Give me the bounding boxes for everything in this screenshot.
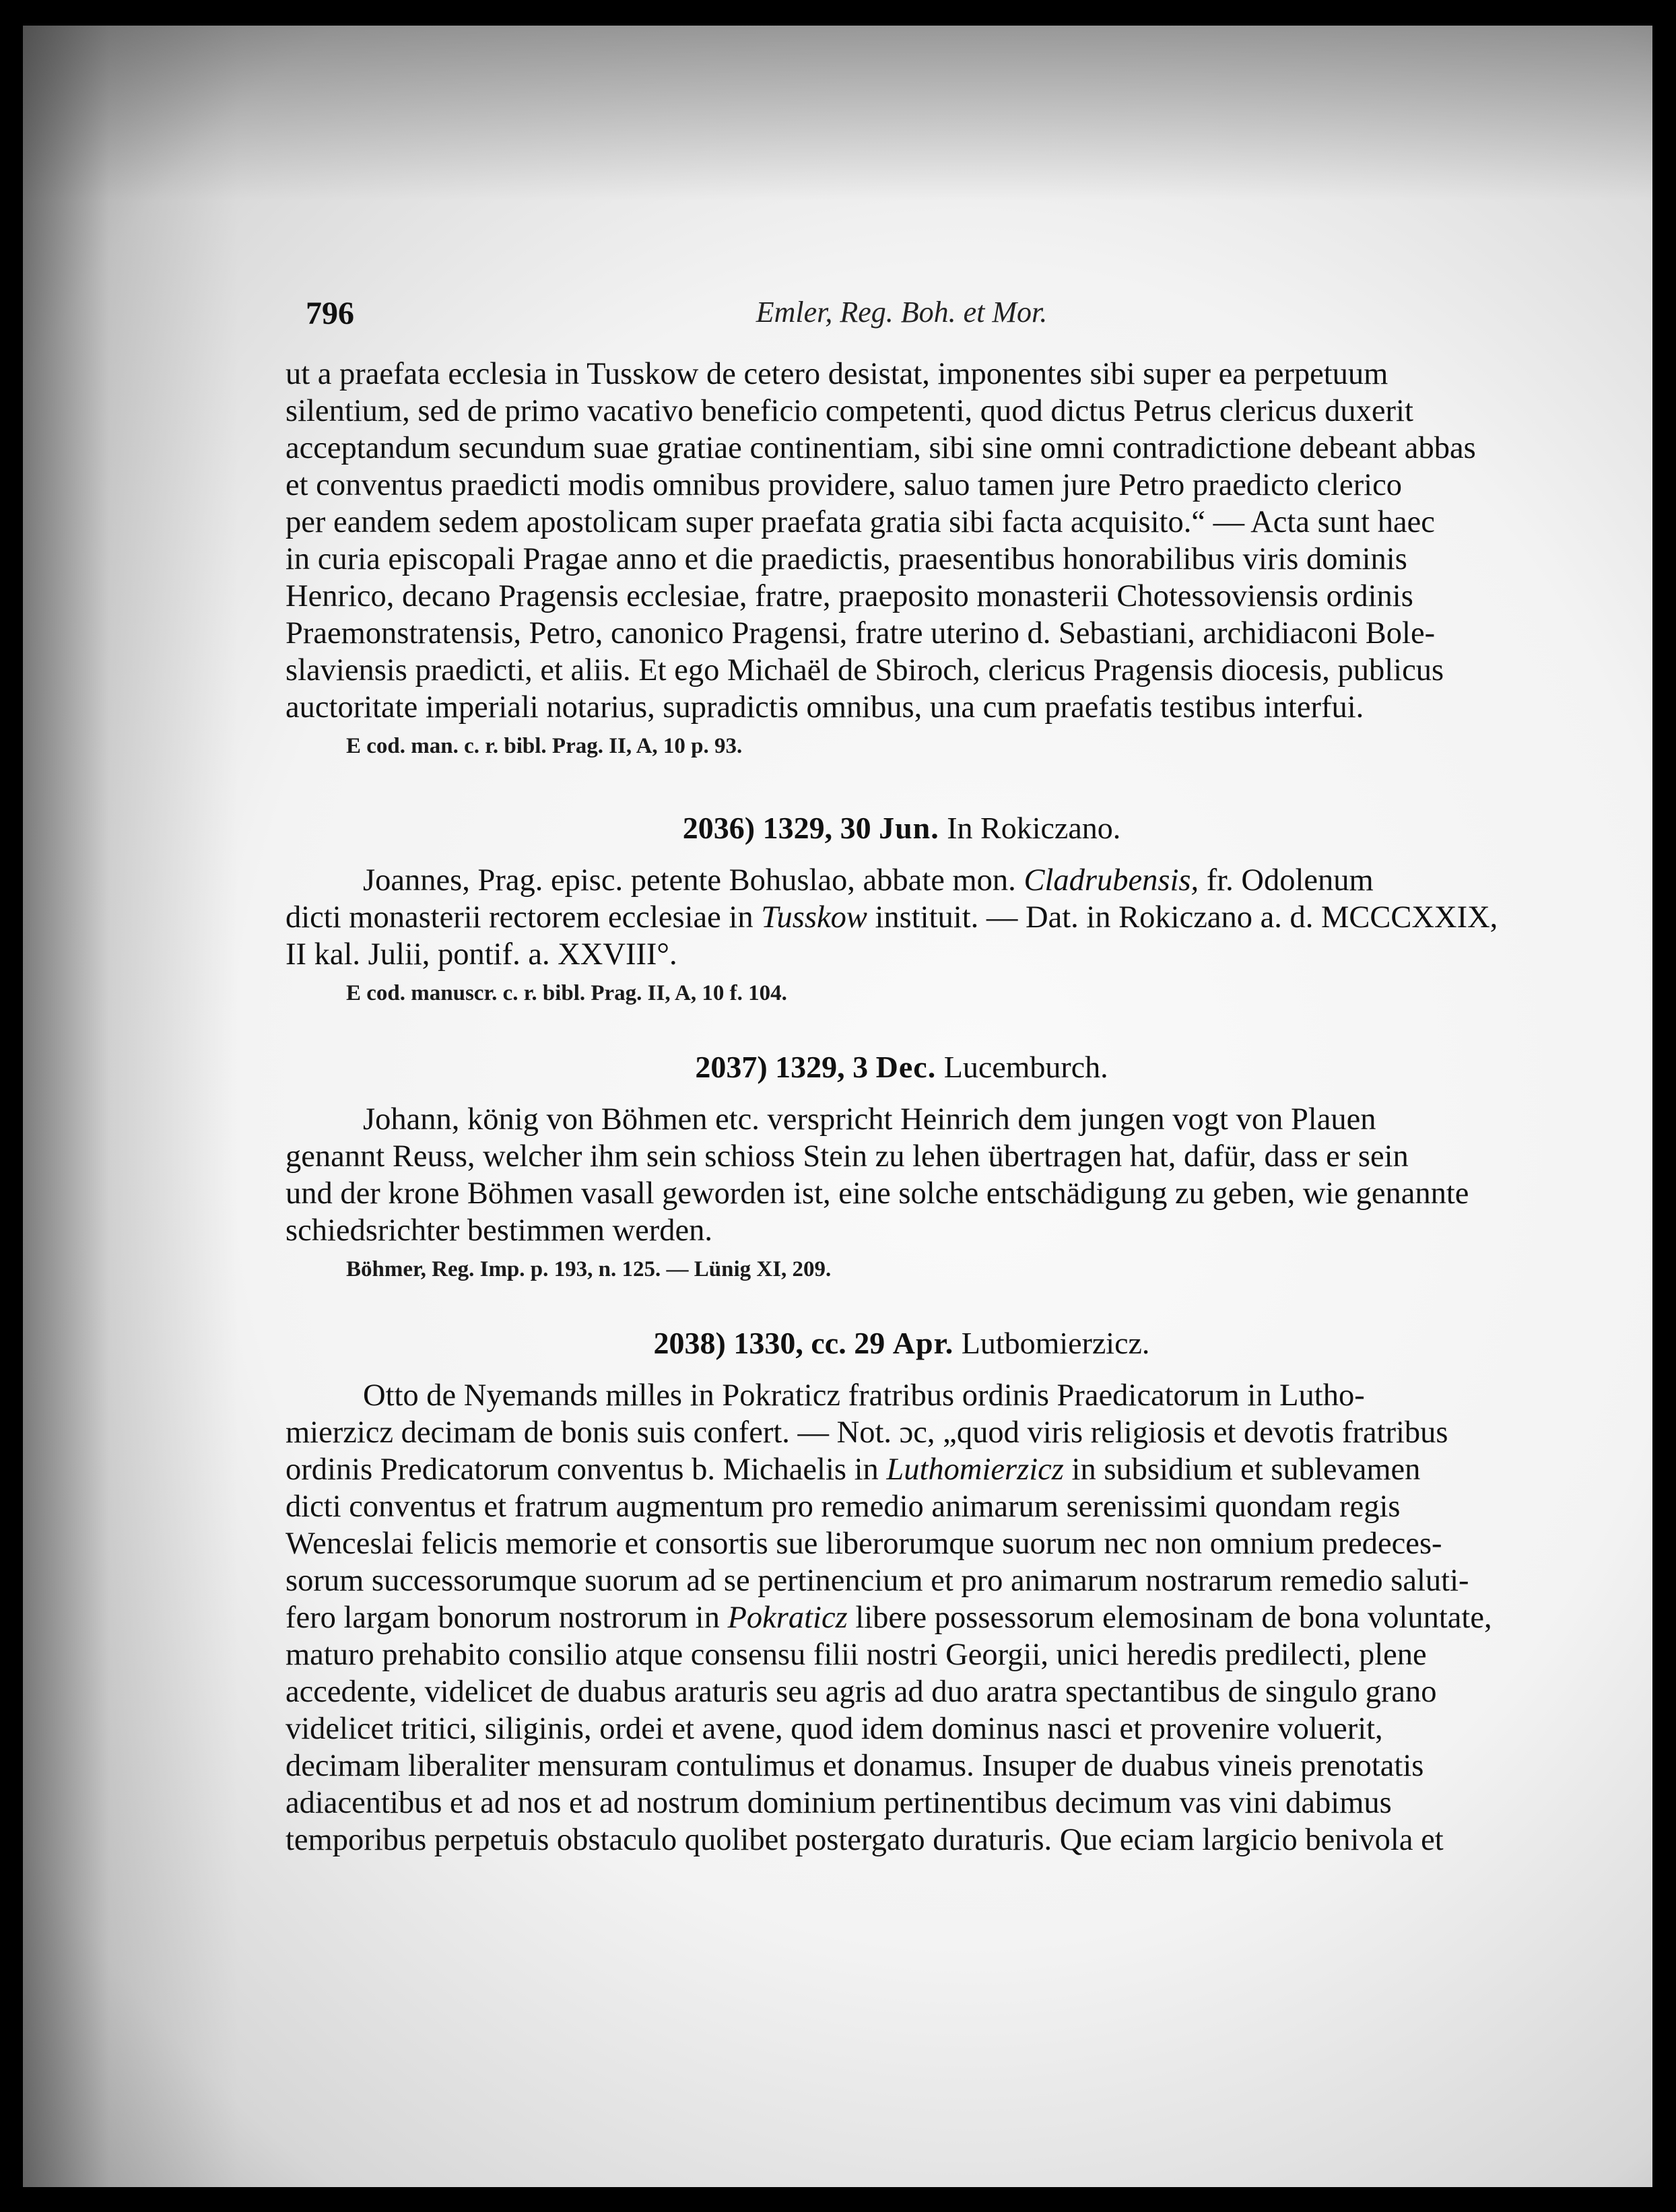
text-line: ut a praefata ecclesia in Tusskow de cetero desistat, imponentes sibi super ea perpetuum — [286, 357, 1388, 391]
text-line: accedente, videlicet de duabus araturis seu agris ad duo aratra spectantibus de singulo grano — [286, 1675, 1437, 1709]
opening-paragraph — [286, 356, 1518, 761]
scanned-page — [23, 26, 1652, 2187]
entry-body-2038 — [286, 1377, 1518, 1858]
text-line: ordinis Predicatorum conventus b. Michaelis in Luthomierzicz in subsidium et sublevamen — [286, 1452, 1421, 1487]
text-line: Praemonstratensis, Petro, canonico Pragensi, fratre uterino d. Sebastiani, archidiaconi Bole- — [286, 616, 1436, 650]
text-line: Johann, könig von Böhmen etc. verspricht Heinrich dem jungen vogt von Plauen — [363, 1102, 1376, 1137]
text-line: in curia episcopali Pragae anno et die praedictis, praesentibus honorabilibus viris dominis — [286, 542, 1407, 576]
entry-date: 1329, 30 — [762, 811, 871, 845]
entry-date: 1330, cc. 29 — [733, 1326, 885, 1360]
entry-number: 2037) — [695, 1050, 768, 1084]
text-line: acceptandum secundum suae gratiae continentiam, sibi sine omni contradictione debeant abbas — [286, 431, 1476, 465]
entry-place: In Rokiczano. — [947, 811, 1121, 845]
text-line: Joannes, Prag. episc. petente Bohuslao, abbate mon. Cladrubensis, fr. Odolenum — [363, 863, 1374, 898]
entry-body-2037 — [286, 1101, 1518, 1284]
entry-number: 2036) — [682, 811, 756, 845]
entry-heading-2038 — [286, 1325, 1518, 1362]
entry-month: Jun. — [879, 811, 939, 845]
text-line: II kal. Julii, pontif. a. XXVIII°. — [286, 937, 677, 972]
running-title: Emler, Reg. Boh. et Mor. — [756, 296, 1048, 329]
text-line: et conventus praedicti modis omnibus providere, saluo tamen jure Petro praedicto clerico — [286, 468, 1402, 502]
text-line: dicti monasterii rectorem ecclesiae in Tusskow instituit. — Dat. in Rokiczano a. d. MCCCXXIX, — [286, 900, 1498, 935]
page-number: 796 — [306, 296, 354, 331]
text-line: per eandem sedem apostolicam super praefata gratia sibi facta acquisito.“ — Acta sunt haec — [286, 505, 1435, 539]
place-name: Cladrubensis, — [1024, 863, 1199, 898]
text-line: temporibus perpetuis obstaculo quolibet postergato duraturis. Que eciam largicio benivola et — [286, 1823, 1444, 1857]
entry-heading-2037 — [286, 1048, 1518, 1086]
entry-date: 1329, 3 — [775, 1050, 869, 1084]
entry-body-2036 — [286, 862, 1518, 1008]
text-line: adiacentibus et ad nos et ad nostrum dominium pertinentibus decimum vas vini dabimus — [286, 1786, 1392, 1820]
text-line: sorum successorumque suorum ad se pertinencium et pro animarum nostrarum remedio saluti- — [286, 1564, 1469, 1598]
entry-heading-2036 — [286, 809, 1518, 847]
source-citation: E cod. manuscr. c. r. bibl. Prag. II, A, 10 f. 104. — [346, 981, 787, 1005]
entry-place: Lucemburch. — [943, 1050, 1108, 1084]
text-line: und der krone Böhmen vasall geworden ist, eine solche entschädigung zu geben, wie genannte — [286, 1176, 1469, 1211]
entry-month: Dec. — [875, 1050, 937, 1084]
text-line: schiedsrichter bestimmen werden. — [286, 1213, 712, 1248]
text-line: genannt Reuss, welcher ihm sein schioss Stein zu lehen übertragen hat, dafür, dass er sein — [286, 1139, 1409, 1174]
text-line: videlicet tritici, siliginis, ordei et avene, quod idem dominus nasci et provenire voluerit, — [286, 1712, 1383, 1746]
text-line: decimam liberaliter mensuram contulimus et donamus. Insuper de duabus vineis prenotatis — [286, 1749, 1424, 1783]
place-name: Pokraticz — [727, 1601, 848, 1635]
page-header — [286, 268, 1518, 329]
text-line: dicti conventus et fratrum augmentum pro remedio animarum serenissimi quondam regis — [286, 1489, 1401, 1524]
entry-place: Lutbomierzicz. — [961, 1326, 1150, 1360]
place-name: Luthomierzicz — [886, 1452, 1064, 1487]
text-line: silentium, sed de primo vacativo beneficio competenti, quod dictus Petrus clericus duxerit — [286, 394, 1413, 428]
entry-month: Apr. — [892, 1326, 954, 1360]
text-line: mierzicz decimam de bonis suis confert. — Not. ɔc, „quod viris religiosis et devotis fratribus — [286, 1415, 1448, 1450]
text-line: slaviensis praedicti, et aliis. Et ego Michaël de Sbiroch, clericus Pragensis diocesis, publicus — [286, 653, 1444, 688]
source-citation: Böhmer, Reg. Imp. p. 193, n. 125. — Lünig XI, 209. — [346, 1257, 832, 1281]
text-line: auctoritate imperiali notarius, supradictis omnibus, una cum praefatis testibus interfui. — [286, 690, 1364, 725]
source-citation: E cod. man. c. r. bibl. Prag. II, A, 10 p. 93. — [346, 734, 743, 758]
page-content — [286, 268, 1518, 1858]
text-line: fero largam bonorum nostrorum in Pokraticz libere possessorum elemosinam de bona voluntate, — [286, 1601, 1492, 1635]
text-line: Wenceslai felicis memorie et consortis sue liberorumque suorum nec non omnium predeces- — [286, 1527, 1442, 1561]
text-line: Otto de Nyemands milles in Pokraticz fratribus ordinis Praedicatorum in Lutho- — [363, 1378, 1365, 1413]
text-line: maturo prehabito consilio atque consensu filii nostri Georgii, unici heredis predilecti, plene — [286, 1638, 1427, 1672]
entry-number: 2038) — [653, 1326, 726, 1360]
place-name: Tusskow — [761, 900, 867, 935]
text-line: Henrico, decano Pragensis ecclesiae, fratre, praeposito monasterii Chotessoviensis ordinis — [286, 579, 1413, 613]
